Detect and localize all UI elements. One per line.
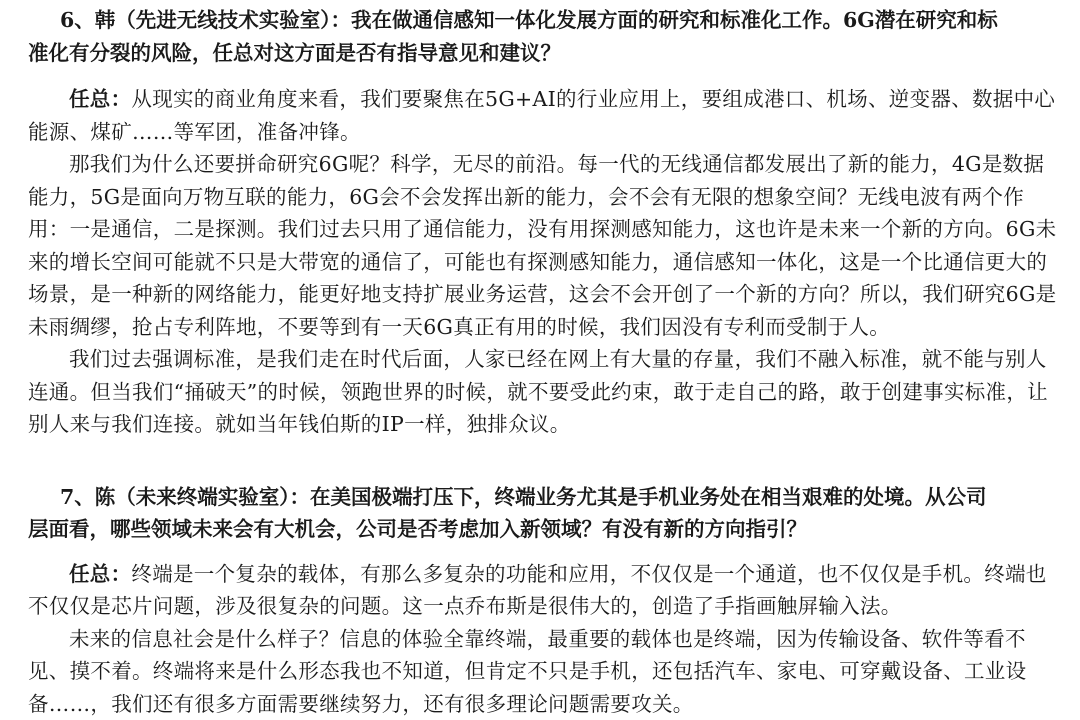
question-6-line-1: 6、韩（先进无线技术实验室）：我在做通信感知一体化发展方面的研究和标准化工作。6G潜在研究和标 (60, 8, 998, 32)
answer-7-paragraph-1 (28, 558, 1058, 623)
answer-7-text-1: 终端是一个复杂的载体，有那么多复杂的功能和应用，不仅仅是一个通道，也不仅仅是手机。终端也不仅仅是芯片问题，涉及很复杂的问题。这一点乔布斯是很伟大的，创造了手指画触屏输入法。 (28, 561, 1047, 618)
answer-7-paragraph-2: 未来的信息社会是什么样子？信息的体验全靠终端，最重要的载体也是终端，因为传输设备、软件等看不见、摸不着。终端将来是什么形态我也不知道，但肯定不只是手机，还包括汽车、家电、可穿戴设备、工业设备……，我们还有很多方面需要继续努力，还有很多理论问题需要攻关。 (28, 626, 1027, 716)
question-6-line-2: 准化有分裂的风险，任总对这方面是否有指导意见和建议？ (28, 40, 561, 65)
answer-6-text-1: 从现实的商业角度来看，我们要聚焦在5G+AI的行业应用上，要组成港口、机场、逆变器、数据中心能源、煤矿……等军团，准备冲锋。 (28, 87, 1056, 144)
answer-6-paragraph-3: 我们过去强调标准，是我们走在时代后面，人家已经在网上有大量的存量，我们不融入标准，就不能与别人连通。但当我们“捅破天”的时候，领跑世界的时候，就不要受此约束，敢于走自己的路，敢于创建事实标准，让别人来与我们连接。就如当年钱伯斯的IP一样，独排众议。 (28, 347, 1048, 436)
question-7-line-2: 层面看，哪些领域未来会有大机会，公司是否考虑加入新领域？有没有新的方向指引？ (28, 517, 807, 541)
article-body (28, 4, 1058, 720)
answer-6-speaker: 任总： (69, 87, 132, 111)
answer-6-paragraph-1 (28, 83, 1058, 148)
question-7 (28, 481, 1058, 546)
answer-7-speaker: 任总： (69, 561, 132, 586)
question-7-line-1: 7、陈（未来终端实验室）：在美国极端打压下，终端业务尤其是手机业务处在相当艰难的处境。从公司 (60, 484, 987, 509)
answer-6-paragraph-2: 那我们为什么还要拼命研究6G呢？科学，无尽的前沿。每一代的无线通信都发展出了新的能力，4G是数据能力，5G是面向万物互联的能力，6G会不会发挥出新的能力，会不会有无限的想象空间？无线电波有两个作用：一是通信，二是探测。我们过去只用了通信能力，没有用探测感知能力，这也许是未来一个新的方向。6G未来的增长空间可能就不只是大带宽的通信了，可能也有探测感知能力，通信感知一体化，这是一个比通信更大的场景，是一种新的网络能力，能更好地支持扩展业务运营，这会不会开创了一个新的方向？所以，我们研究6G是未雨绸缪，抢占专利阵地，不要等到有一天6G真正有用的时候，我们因没有专利而受制于人。 (28, 152, 1057, 339)
question-6 (28, 4, 1058, 69)
